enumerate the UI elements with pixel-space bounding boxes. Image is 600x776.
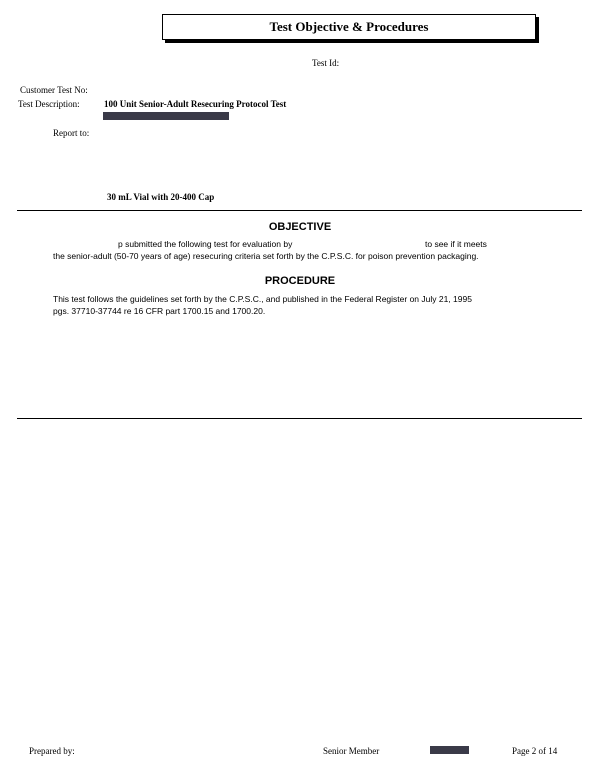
report-to-label: Report to:: [53, 128, 90, 138]
redacted-signature: [430, 746, 469, 754]
page-number: Page 2 of 14: [512, 746, 558, 756]
procedure-text-line2: pgs. 37710-37744 re 16 CFR part 1700.15 and 1700.20.: [53, 306, 266, 316]
procedure-text-line1: This test follows the guidelines set forth by the C.P.S.C., and published in the Federal Register on July 21, 1995: [53, 294, 472, 304]
test-description-label: Test Description:: [18, 99, 80, 109]
redacted-block: [103, 112, 229, 120]
divider-top: [17, 210, 582, 211]
test-description-value: 100 Unit Senior-Adult Resecuring Protocol Test: [104, 99, 287, 109]
objective-heading: OBJECTIVE: [268, 221, 332, 233]
objective-text-line1b: to see if it meets: [425, 239, 487, 249]
senior-member-label: Senior Member: [323, 746, 380, 756]
page-title: Test Objective & Procedures: [162, 14, 536, 40]
procedure-heading: PROCEDURE: [264, 275, 336, 287]
objective-text-line1a: p submitted the following test for evaluation by: [118, 239, 293, 249]
package-description: 30 mL Vial with 20-400 Cap: [107, 192, 215, 202]
prepared-by-label: Prepared by:: [29, 746, 75, 756]
objective-text-line2: the senior-adult (50-70 years of age) resecuring criteria set forth by the C.P.S.C. for poison prevention packaging.: [53, 251, 479, 261]
customer-test-no-label: Customer Test No:: [20, 85, 88, 95]
test-id-label: Test Id:: [312, 58, 340, 68]
divider-bottom: [17, 418, 582, 419]
